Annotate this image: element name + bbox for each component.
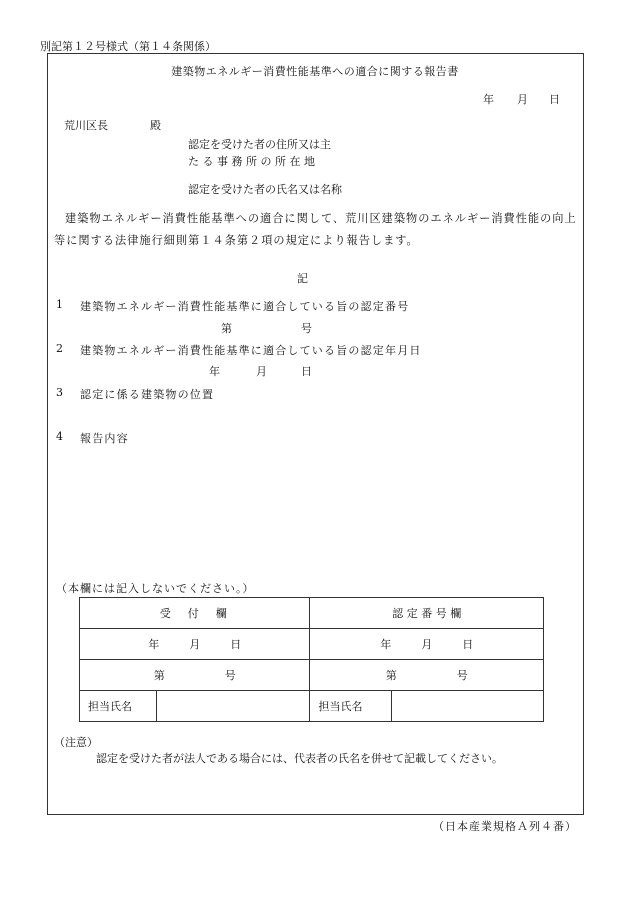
paper-size-footer: （日本産業規格Ａ列４番） — [433, 820, 577, 833]
applicant-address-label-1: 認定を受けた者の住所又は主 — [188, 138, 331, 151]
cert-number-header: 認 定 番 号 欄 — [310, 598, 544, 629]
report-body-text: 建築物エネルギー消費性能基準への適合に関して、荒川区建築物のエネルギー消費性能の向上等に関する法律施行細則第１４条第２項の規定により報告します。 — [54, 212, 577, 247]
item2-month: 月 — [256, 365, 267, 378]
report-title: 建築物エネルギー消費性能基準への適合に関する報告書 — [171, 65, 459, 78]
note-text: 認定を受けた者が法人である場合には、代表者の氏名を併せて記載してください。 — [96, 752, 503, 765]
reception-staff-label: 担当氏名 — [80, 691, 157, 722]
item2-year: 年 — [209, 365, 220, 378]
cert-month: 月 — [421, 638, 433, 651]
item1-go: 号 — [301, 322, 312, 335]
reception-dai: 第 — [153, 669, 165, 682]
cert-year: 年 — [380, 638, 392, 651]
item2-number: 2 — [56, 342, 63, 355]
item4-label: 報告内容 — [80, 432, 129, 445]
item1-label: 建築物エネルギー消費性能基準に適合している旨の認定番号 — [80, 300, 410, 313]
cert-number-cell[interactable] — [310, 660, 544, 691]
form-label: 別記第１２号様式（第１４条関係） — [40, 40, 216, 53]
date-month: 月 — [517, 93, 528, 106]
reception-month: 月 — [189, 638, 201, 651]
reception-year: 年 — [148, 638, 160, 651]
reception-staff-field[interactable] — [156, 691, 310, 722]
recipient-honorific: 殿 — [150, 119, 161, 132]
cert-staff-field[interactable] — [392, 691, 544, 722]
date-year: 年 — [483, 93, 494, 106]
recipient-name: 荒川区長 — [64, 119, 108, 132]
item1-dai: 第 — [221, 322, 232, 335]
reception-date-cell[interactable] — [80, 629, 310, 660]
reception-number-cell[interactable] — [80, 660, 310, 691]
cert-date-cell[interactable] — [310, 629, 544, 660]
applicant-name-label: 認定を受けた者の氏名又は名称 — [188, 183, 342, 196]
note-title: （注意） — [54, 736, 98, 749]
reception-day: 日 — [230, 638, 242, 651]
applicant-address-label-2: た る 事 務 所 の 所 在 地 — [188, 155, 315, 168]
ki-heading: 記 — [297, 272, 308, 285]
item4-number: 4 — [56, 430, 63, 443]
item2-label: 建築物エネルギー消費性能基準に適合している旨の認定年月日 — [80, 344, 422, 357]
cert-staff-label: 担当氏名 — [310, 691, 392, 722]
item2-day: 日 — [301, 365, 312, 378]
cert-day: 日 — [462, 638, 474, 651]
date-day: 日 — [549, 93, 560, 106]
reception-go: 号 — [224, 669, 236, 682]
reception-header: 受 付 欄 — [80, 598, 310, 629]
item3-number: 3 — [56, 386, 63, 399]
item1-number: 1 — [56, 298, 63, 311]
cert-go: 号 — [456, 669, 468, 682]
office-use-table — [79, 597, 544, 722]
office-use-note: （本欄には記入しないでください。） — [56, 582, 255, 595]
cert-dai: 第 — [385, 669, 397, 682]
item3-label: 認定に係る建築物の位置 — [80, 388, 215, 401]
